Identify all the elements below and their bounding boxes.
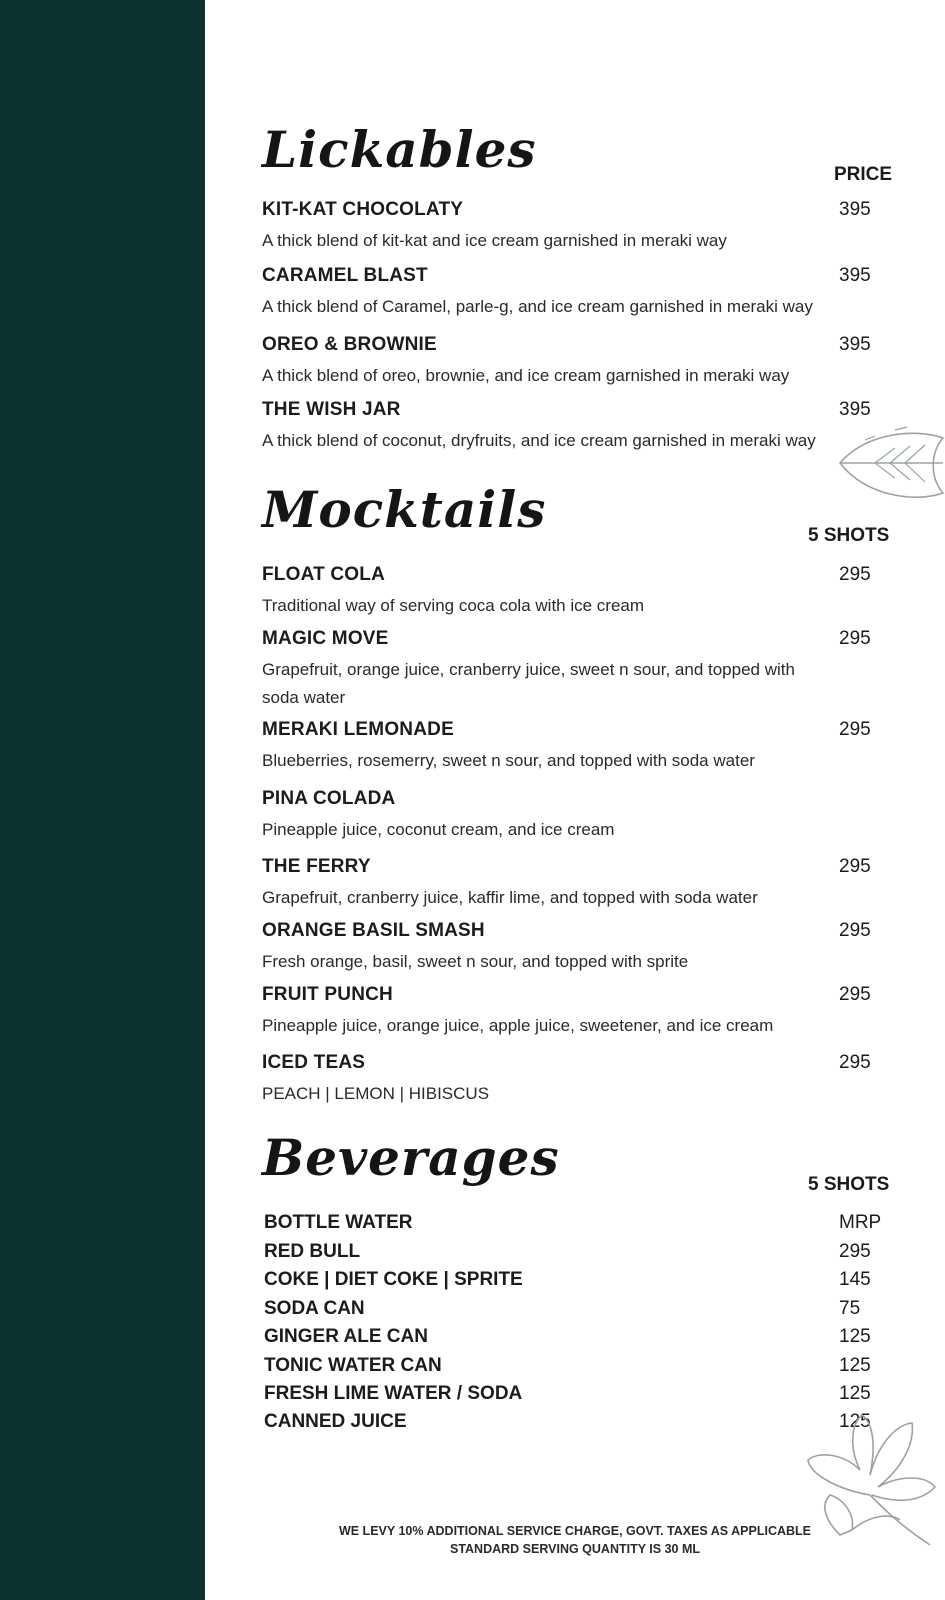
menu-item	[262, 788, 902, 844]
item-name: OREO & BROWNIE	[262, 334, 437, 355]
item-description: Pineapple juice, coconut cream, and ice cream	[262, 820, 615, 839]
item-name: KIT-KAT CHOCOLATY	[262, 199, 464, 220]
item-price: 395	[839, 399, 871, 420]
item-description: A thick blend of Caramel, parle-g, and ice cream garnished in meraki way	[262, 297, 813, 316]
menu-item	[262, 399, 902, 455]
item-name: CARAMEL BLAST	[262, 265, 428, 286]
item-description: Grapefruit, cranberry juice, kaffir lime, and topped with soda water	[262, 888, 758, 907]
item-description: Traditional way of serving coca cola with ice cream	[262, 596, 645, 615]
beverage-row	[264, 1269, 904, 1295]
menu-item	[262, 856, 902, 912]
item-name: FRESH LIME WATER / SODA	[264, 1383, 523, 1404]
item-name: PINA COLADA	[262, 788, 396, 809]
item-price: 295	[839, 1241, 871, 1262]
leaf-icon	[835, 418, 945, 508]
flower-icon	[800, 1395, 940, 1585]
beverage-row	[264, 1298, 904, 1324]
item-price: 395	[839, 199, 871, 220]
item-description: Blueberries, rosemerry, sweet n sour, and topped with soda water	[262, 751, 755, 770]
item-name: MAGIC MOVE	[262, 628, 389, 649]
item-description: A thick blend of oreo, brownie, and ice cream garnished in meraki way	[262, 366, 790, 385]
item-name: SODA CAN	[264, 1298, 365, 1319]
beverage-row	[264, 1326, 904, 1352]
menu-item	[262, 984, 902, 1040]
item-name: ORANGE BASIL SMASH	[262, 920, 485, 941]
item-name: COKE | DIET COKE | SPRITE	[264, 1269, 523, 1290]
item-price: 395	[839, 265, 871, 286]
item-name: RED BULL	[264, 1241, 361, 1262]
item-price: 295	[839, 628, 871, 649]
mocktails-shots-header: 5 SHOTS	[808, 525, 890, 546]
menu-item	[262, 719, 902, 775]
item-price: 295	[839, 856, 871, 877]
item-name: BOTTLE WATER	[264, 1212, 413, 1233]
item-price: 295	[839, 1052, 871, 1073]
item-description: Pineapple juice, orange juice, apple juice, sweetener, and ice cream	[262, 1016, 774, 1035]
section-title-mocktails: Mocktails	[262, 480, 547, 539]
section-title-beverages: Beverages	[262, 1128, 560, 1187]
item-name: THE WISH JAR	[262, 399, 401, 420]
item-price: 145	[839, 1269, 871, 1290]
item-price: 125	[839, 1326, 871, 1347]
item-description: Grapefruit, orange juice, cranberry juice, sweet n sour, and topped with soda water	[262, 660, 795, 707]
menu-item	[262, 920, 902, 976]
beverage-row	[264, 1241, 904, 1267]
item-description: PEACH | LEMON | HIBISCUS	[262, 1084, 490, 1103]
item-name: ICED TEAS	[262, 1052, 366, 1073]
item-name: THE FERRY	[262, 856, 371, 877]
item-name: FRUIT PUNCH	[262, 984, 393, 1005]
lickables-price-header: PRICE	[834, 164, 893, 185]
beverages-shots-header: 5 SHOTS	[808, 1174, 890, 1195]
item-price: 75	[839, 1298, 861, 1319]
item-price: 125	[839, 1355, 871, 1376]
item-price: 125	[839, 1383, 871, 1404]
item-name: TONIC WATER CAN	[264, 1355, 442, 1376]
item-description: A thick blend of kit-kat and ice cream garnished in meraki way	[262, 231, 727, 250]
item-price: 295	[839, 719, 871, 740]
menu-item	[262, 265, 902, 321]
menu-item	[262, 199, 902, 255]
item-description: A thick blend of coconut, dryfruits, and ice cream garnished in meraki way	[262, 431, 816, 450]
menu-item	[262, 334, 902, 390]
menu-item	[262, 1052, 902, 1108]
item-name: CANNED JUICE	[264, 1411, 407, 1432]
menu-item	[262, 628, 902, 712]
footer-serving-quantity: STANDARD SERVING QUANTITY IS 30 ML	[449, 1542, 701, 1556]
menu-item	[262, 564, 902, 620]
section-title-lickables: Lickables	[262, 120, 537, 179]
beverage-row	[264, 1212, 904, 1238]
beverage-row	[264, 1355, 904, 1381]
footer-service-charge: WE LEVY 10% ADDITIONAL SERVICE CHARGE, GOVT. TAXES AS APPLICABLE	[338, 1524, 812, 1538]
item-price: MRP	[839, 1212, 882, 1233]
item-name: MERAKI LEMONADE	[262, 719, 454, 740]
item-description: Fresh orange, basil, sweet n sour, and topped with sprite	[262, 952, 689, 971]
item-name: GINGER ALE CAN	[264, 1326, 428, 1347]
item-price: 125	[839, 1411, 871, 1432]
item-price: 295	[839, 920, 871, 941]
item-price: 295	[839, 984, 871, 1005]
item-price: 395	[839, 334, 871, 355]
item-name: FLOAT COLA	[262, 564, 386, 585]
sidebar-band	[0, 0, 205, 1600]
item-price: 295	[839, 564, 871, 585]
